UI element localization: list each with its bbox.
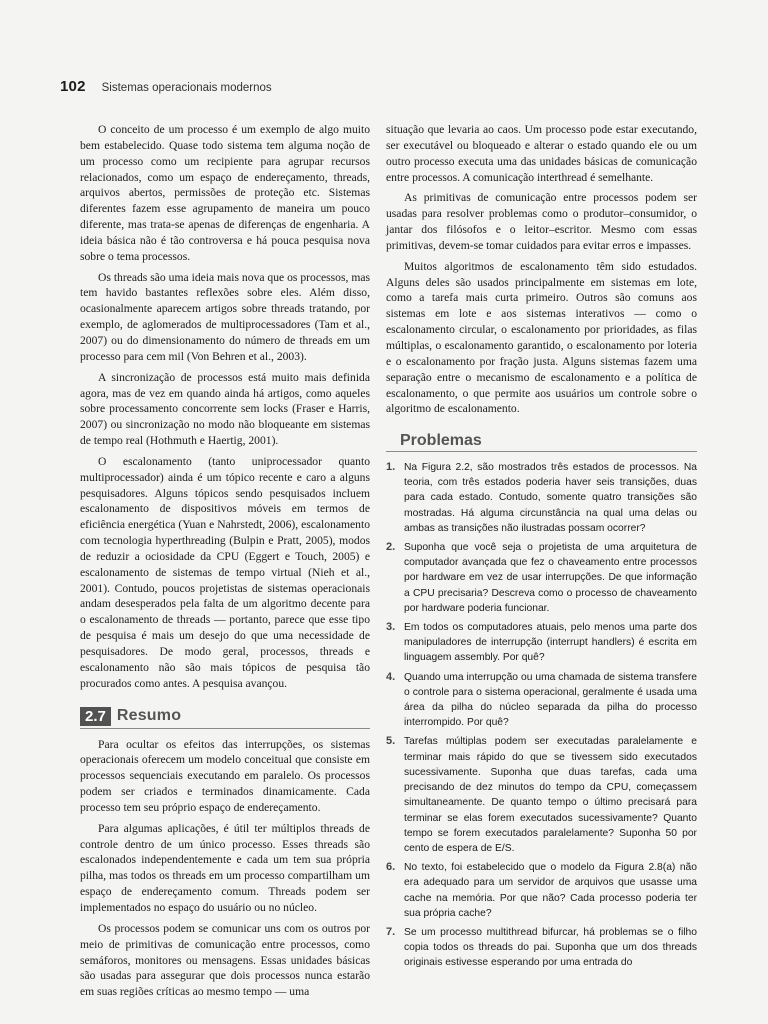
problem-number: 4. <box>386 670 396 683</box>
problem-text: Em todos os computadores atuais, pelo menos uma parte dos manipuladores de interrupção (interrupt handlers) é escrita em linguagem assembly. Por quê? <box>404 622 697 664</box>
body-paragraph: Os threads são uma ideia mais nova que os processos, mas tem havido bastantes reflexões sobre eles. Além disso, ocasionalmente aparecem artigos sobre threads tratando, por exemplo, de aglomerados de multiprocessadores (Tam et al., 2007) ou do dimensionamento do número de threads em um processo para cem mil (Von Behren et al., 2003). <box>80 270 370 363</box>
problem-text: No texto, foi estabelecido que o modelo da Figura 2.8(a) não era adequado para um servidor de arquivos que usasse uma cache na memória. Por que não? Cada processo poderia ter sua própria cache? <box>404 862 697 919</box>
body-paragraph: As primitivas de comunicação entre processos podem ser usadas para resolver problemas como o produtor–consumidor, o jantar dos filósofos e o leitor–escritor. Mesmo com essas primitivas, devem-se tomar cuidados para evitar erros e impasses. <box>386 191 697 252</box>
problem-item <box>386 540 697 616</box>
problem-text: Se um processo multithread bifurcar, há problemas se o filho copia todos os threads do pai. Suponha que um dos threads originais estivesse esperando por uma entrada do <box>404 926 697 969</box>
summary-paragraph: Para ocultar os efeitos das interrupções, os sistemas operacionais oferecem um modelo conceitual que consiste em processos sequenciais executando em paralelo. Os processos podem ser criados e terminados dinamicamente. Cada processo tem seu próprio espaço de endereçamento. <box>80 737 370 814</box>
problem-item <box>386 860 697 921</box>
body-paragraph: O escalonamento (tanto uniprocessador quanto multiprocessador) ainda é um tópico recente e caro a alguns pesquisadores. Alguns tópicos sendo pesquisados incluem escalonamento de dispositivos móveis em termos de eficiência energética (Yuan e Nahrstedt, 2006), escalonamento com tecnologia hyperthreading (Bulpin e Pratt, 2005), modos de reduzir a ociosidade da CPU (Eggert e Touch, 2005) e escalonamento de sistemas de tempo virtual (Nieh et al., 2001). Contudo, poucos projetistas de sistemas operacionais andam desesperados pela falta de um algoritmo decente para o escalonamento de threads — portanto, parece que esse tipo de pesquisa é mais um desejo do que uma necessidade de pesquisadores. De modo geral, processos, threads e escalonamento não são mais tópicos de pesquisa tão procurados como antes. A pesquisa avançou. <box>80 454 370 690</box>
problem-text: Tarefas múltiplas podem ser executadas paralelamente e terminar mais rápido do que se tivessem sido executados sucessivamente. Suponha que duas tarefas, cada uma precisando de dez minutos do tempo da CPU, começassem simultaneamente. De quanto tempo o último precisará para terminar se elas forem executados sucessivamente? Quanto tempo se forem executados paralelamente? Suponha 50 por cento de espera de E/S. <box>404 736 697 854</box>
problem-text: Suponha que você seja o projetista de uma arquitetura de computador avançada que fez o chaveamento entre processos por hardware em vez de usar interrupções. De que informação a CPU precisaria? Descreva como o processo de chaveamento por hardware poderia funcionar. <box>404 542 697 614</box>
body-paragraph: situação que levaria ao caos. Um processo pode estar executando, ser executável ou bloqueado e alterar o estado quando ele ou um outro processo executa uma das unidades básicas de comunicação entre processos. A comunicação interthread é semelhante. <box>386 123 697 184</box>
problem-item <box>386 460 697 536</box>
problem-number: 2. <box>386 541 396 554</box>
problems-heading: Problemas <box>386 433 697 452</box>
summary-paragraph: Os processos podem se comunicar uns com os outros por meio de primitivas de comunicação entre processos, como semáforos, monitores ou mensagens. Essas unidades básicas são usadas para assegurar que dois processos nunca estarão em suas regiões críticas ao mesmo tempo — uma <box>80 921 370 999</box>
problems-list <box>386 460 697 971</box>
problem-number: 7. <box>386 925 396 938</box>
book-title: Sistemas operacionais modernos <box>101 82 272 94</box>
problem-item <box>386 620 697 666</box>
body-paragraph: A sincronização de processos está muito mais definida agora, mas de vez em quando ainda há artigos, como aqueles sobre processamento concorrente sem locks (Fraser e Harris, 2007) ou sincronização no modo não bloqueante em sistemas de tempo real (Hothmuth e Haertig, 2001). <box>80 370 370 448</box>
problem-text: Quando uma interrupção ou uma chamada de sistema transfere o controle para o sistema operacional, geralmente é usada uma área da pilha do núcleo separada da pilha do processo interrompido. Por quê? <box>404 671 697 729</box>
summary-paragraph: Para algumas aplicações, é útil ter múltiplos threads de controle dentro de um único processo. Esses threads são escalonados independentemente e cada um tem sua própria pilha, mas todos os threads em um processo compartilham um espaço de endereçamento comum. Threads podem ser implementados no espaço do usuário ou no núcleo. <box>80 821 370 914</box>
problem-number: 3. <box>386 621 396 634</box>
problem-number: 1. <box>386 461 396 474</box>
problem-text: Na Figura 2.2, são mostrados três estados de processos. Na teoria, com três estados poderia haver seis transições, duas para cada estado. Contudo, somente quatro transições são mostradas. Há alguma circunstância na qual uma delas ou ambas as transições não ilustradas possam ocorrer? <box>404 462 697 534</box>
body-paragraph: Muitos algoritmos de escalonamento têm sido estudados. Alguns deles são usados principalmente em sistemas em lote, como a tarefa mais curta primeiro. Outros são comuns aos sistemas em lote e aos sistemas interativos — como o escalonamento circular, o escalonamento por prioridades, as filas múltiplas, o escalonamento garantido, o escalonamento por loteria e o escalonamento por fração justa. Alguns sistemas fazem uma separação entre o mecanismo de escalonamento e a política de escalonamento, o que permite aos usuários um controle sobre o algoritmo de escalonamento. <box>386 259 697 416</box>
running-head <box>60 78 710 95</box>
section-number: 2.7 <box>80 707 111 726</box>
body-paragraph: O conceito de um processo é um exemplo de algo muito bem estabelecido. Quase todo sistema tem alguma noção de um processo como um recipiente para agrupar recursos relacionados, como um espaço de endereçamento, threads, arquivos abertos, permissões de proteção etc. Sistemas diferentes fazem esse agrupamento de maneira um pouco diferente, mas trata-se apenas de diferenças de engenharia. A ideia básica não é tão controversa e há pouca pesquisa nova sobre o tema processos. <box>80 123 370 263</box>
left-column <box>80 122 370 1005</box>
page-number: 102 <box>60 78 86 95</box>
section-title: Resumo <box>116 707 182 725</box>
problem-number: 6. <box>386 861 396 874</box>
problem-item <box>386 670 697 731</box>
problem-number: 5. <box>386 735 396 748</box>
problem-item <box>386 925 697 971</box>
right-column <box>386 122 697 975</box>
section-heading <box>80 707 370 729</box>
problem-item <box>386 734 697 856</box>
